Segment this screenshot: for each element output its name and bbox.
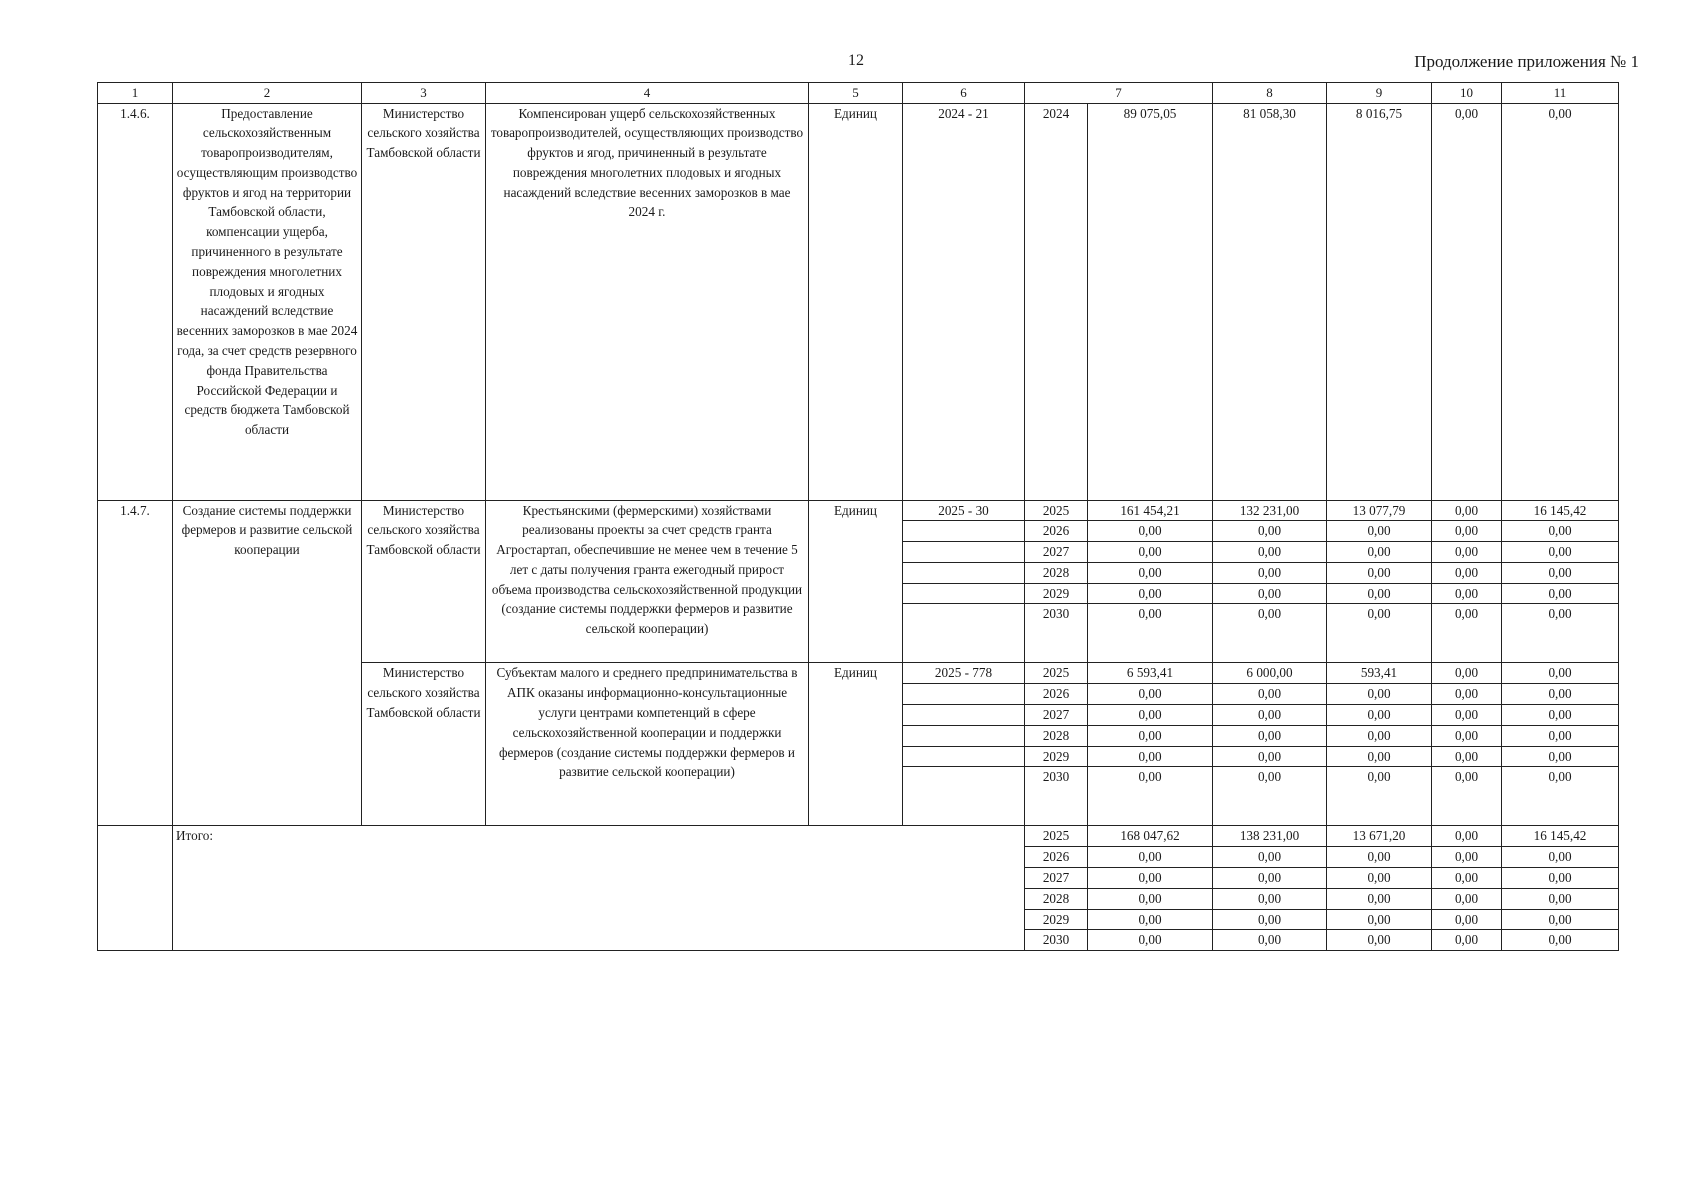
- unit: Единиц: [809, 103, 903, 500]
- value-col-7: 0,00: [1088, 767, 1213, 826]
- value-col-7: 0,00: [1088, 684, 1213, 705]
- value-col-8: 0,00: [1213, 583, 1327, 604]
- value-col-9: 0,00: [1327, 847, 1432, 868]
- year-cell: 2027: [1025, 705, 1088, 726]
- value-col-9: 0,00: [1327, 888, 1432, 909]
- header-col-8: 8: [1213, 83, 1327, 104]
- value-col-10: 0,00: [1432, 684, 1502, 705]
- year-cell: 2029: [1025, 909, 1088, 930]
- year-cell: 2028: [1025, 725, 1088, 746]
- value-col-8: 81 058,30: [1213, 103, 1327, 500]
- value-col-8: 0,00: [1213, 746, 1327, 767]
- value-col-9: 0,00: [1327, 562, 1432, 583]
- value-col-7: 0,00: [1088, 909, 1213, 930]
- year-cell: 2030: [1025, 604, 1088, 663]
- value-col-11: 0,00: [1502, 103, 1619, 500]
- result-description: Компенсирован ущерб сельскохозяйственных товаропроизводителей, осуществляющих производство фруктов и ягод, причиненный в результате повреждения многолетних плодовых и ягодных насаждений вследствие весенних заморозков в мае 2024 г.: [486, 103, 809, 500]
- result-description: Субъектам малого и среднего предпринимательства в АПК оказаны информационно-консультационные услуги центрами компетенций в сфере сельскохозяйственной кооперации и поддержки фермеров (создание системы поддержки фермеров и развитие сельской кооперации): [486, 663, 809, 826]
- year-cell: 2026: [1025, 847, 1088, 868]
- header-col-5: 5: [809, 83, 903, 104]
- value-col-10: 0,00: [1432, 826, 1502, 847]
- value-col-8: 0,00: [1213, 684, 1327, 705]
- value-col-10: 0,00: [1432, 746, 1502, 767]
- value-col-11: 0,00: [1502, 663, 1619, 684]
- target-value: 2025 - 30: [903, 500, 1025, 521]
- header-col-4: 4: [486, 83, 809, 104]
- value-col-9: 0,00: [1327, 583, 1432, 604]
- measure-name: Предоставление сельскохозяйственным товаропроизводителям, осуществляющим производство фруктов и ягод на территории Тамбовской области, компенсации ущерба, причиненного в результате повреждения многолетних плодовых и ягодных насаждений вследствие весенних заморозков в мае 2024 года, за счет средств резервного фонда Правительства Российской Федерации и средств бюджета Тамбовской области: [173, 103, 362, 500]
- value-col-7: 0,00: [1088, 583, 1213, 604]
- table-row-1-4-6: [98, 103, 1619, 500]
- table-row-total-2025: [98, 826, 1619, 847]
- value-col-11: 0,00: [1502, 909, 1619, 930]
- value-col-9: 0,00: [1327, 868, 1432, 889]
- page-number: 12: [848, 52, 864, 69]
- value-col-8: 0,00: [1213, 604, 1327, 663]
- value-col-10: 0,00: [1432, 542, 1502, 563]
- value-col-9: 0,00: [1327, 542, 1432, 563]
- value-col-11: 0,00: [1502, 868, 1619, 889]
- value-col-7: 6 593,41: [1088, 663, 1213, 684]
- value-col-10: 0,00: [1432, 583, 1502, 604]
- total-label: Итого:: [173, 826, 1025, 951]
- target-empty: [903, 705, 1025, 726]
- value-col-11: 16 145,42: [1502, 500, 1619, 521]
- year-cell: 2027: [1025, 868, 1088, 889]
- value-col-10: 0,00: [1432, 604, 1502, 663]
- value-col-9: 0,00: [1327, 725, 1432, 746]
- value-col-9: 0,00: [1327, 684, 1432, 705]
- value-col-8: 0,00: [1213, 909, 1327, 930]
- target-empty: [903, 746, 1025, 767]
- column-number-row: [98, 83, 1619, 104]
- value-col-8: 0,00: [1213, 521, 1327, 542]
- value-col-9: 8 016,75: [1327, 103, 1432, 500]
- year-cell: 2027: [1025, 542, 1088, 563]
- value-col-7: 0,00: [1088, 868, 1213, 889]
- value-col-10: 0,00: [1432, 930, 1502, 951]
- value-col-8: 0,00: [1213, 888, 1327, 909]
- value-col-11: 0,00: [1502, 725, 1619, 746]
- value-col-11: 0,00: [1502, 562, 1619, 583]
- header-col-10: 10: [1432, 83, 1502, 104]
- row-code: 1.4.7.: [98, 500, 173, 826]
- value-col-7: 168 047,62: [1088, 826, 1213, 847]
- value-col-8: 0,00: [1213, 767, 1327, 826]
- target-value: 2025 - 778: [903, 663, 1025, 684]
- value-col-10: 0,00: [1432, 767, 1502, 826]
- value-col-7: 0,00: [1088, 725, 1213, 746]
- value-col-10: 0,00: [1432, 725, 1502, 746]
- value-col-11: 0,00: [1502, 746, 1619, 767]
- value-col-7: 161 454,21: [1088, 500, 1213, 521]
- value-col-9: 13 077,79: [1327, 500, 1432, 521]
- header-col-9: 9: [1327, 83, 1432, 104]
- value-col-7: 0,00: [1088, 542, 1213, 563]
- value-col-8: 0,00: [1213, 847, 1327, 868]
- continuation-title: Продолжение приложения № 1: [1414, 52, 1639, 71]
- year-cell: 2029: [1025, 746, 1088, 767]
- year-cell: 2028: [1025, 562, 1088, 583]
- value-col-10: 0,00: [1432, 847, 1502, 868]
- unit: Единиц: [809, 663, 903, 826]
- year-cell: 2024: [1025, 103, 1088, 500]
- total-code-empty: [98, 826, 173, 951]
- value-col-9: 0,00: [1327, 604, 1432, 663]
- value-col-10: 0,00: [1432, 562, 1502, 583]
- value-col-8: 0,00: [1213, 705, 1327, 726]
- header-col-3: 3: [362, 83, 486, 104]
- header-col-1: 1: [98, 83, 173, 104]
- value-col-8: 6 000,00: [1213, 663, 1327, 684]
- value-col-9: 593,41: [1327, 663, 1432, 684]
- header-col-11: 11: [1502, 83, 1619, 104]
- value-col-11: 0,00: [1502, 542, 1619, 563]
- value-col-7: 0,00: [1088, 705, 1213, 726]
- target-empty: [903, 583, 1025, 604]
- value-col-9: 0,00: [1327, 746, 1432, 767]
- value-col-8: 0,00: [1213, 562, 1327, 583]
- value-col-11: 0,00: [1502, 604, 1619, 663]
- program-table: [97, 82, 1619, 951]
- value-col-9: 13 671,20: [1327, 826, 1432, 847]
- header-col-7: 7: [1025, 83, 1213, 104]
- value-col-7: 0,00: [1088, 562, 1213, 583]
- value-col-11: 0,00: [1502, 521, 1619, 542]
- target-empty: [903, 684, 1025, 705]
- value-col-10: 0,00: [1432, 909, 1502, 930]
- ministry-name: Министерство сельского хозяйства Тамбовской области: [362, 500, 486, 663]
- value-col-10: 0,00: [1432, 500, 1502, 521]
- year-cell: 2026: [1025, 521, 1088, 542]
- value-col-10: 0,00: [1432, 705, 1502, 726]
- value-col-7: 0,00: [1088, 888, 1213, 909]
- year-cell: 2030: [1025, 767, 1088, 826]
- value-col-8: 132 231,00: [1213, 500, 1327, 521]
- year-cell: 2028: [1025, 888, 1088, 909]
- year-cell: 2029: [1025, 583, 1088, 604]
- target-empty: [903, 542, 1025, 563]
- table-row-1-4-7-a-2025: [98, 500, 1619, 521]
- year-cell: 2025: [1025, 663, 1088, 684]
- value-col-9: 0,00: [1327, 521, 1432, 542]
- header-col-6: 6: [903, 83, 1025, 104]
- value-col-10: 0,00: [1432, 521, 1502, 542]
- value-col-11: 0,00: [1502, 767, 1619, 826]
- target-empty: [903, 562, 1025, 583]
- value-col-11: 0,00: [1502, 705, 1619, 726]
- value-col-8: 0,00: [1213, 868, 1327, 889]
- year-cell: 2026: [1025, 684, 1088, 705]
- value-col-10: 0,00: [1432, 663, 1502, 684]
- year-cell: 2025: [1025, 500, 1088, 521]
- ministry-name: Министерство сельского хозяйства Тамбовской области: [362, 103, 486, 500]
- unit: Единиц: [809, 500, 903, 663]
- target-empty: [903, 521, 1025, 542]
- value-col-7: 0,00: [1088, 521, 1213, 542]
- value-col-9: 0,00: [1327, 909, 1432, 930]
- value-col-9: 0,00: [1327, 930, 1432, 951]
- value-col-10: 0,00: [1432, 103, 1502, 500]
- value-col-9: 0,00: [1327, 705, 1432, 726]
- value-col-11: 0,00: [1502, 847, 1619, 868]
- target-empty: [903, 767, 1025, 826]
- value-col-11: 0,00: [1502, 930, 1619, 951]
- value-col-7: 0,00: [1088, 930, 1213, 951]
- value-col-8: 138 231,00: [1213, 826, 1327, 847]
- target-empty: [903, 604, 1025, 663]
- value-col-10: 0,00: [1432, 888, 1502, 909]
- value-col-11: 0,00: [1502, 684, 1619, 705]
- value-col-8: 0,00: [1213, 542, 1327, 563]
- value-col-7: 0,00: [1088, 746, 1213, 767]
- value-col-7: 0,00: [1088, 847, 1213, 868]
- row-code: 1.4.6.: [98, 103, 173, 500]
- measure-name: Создание системы поддержки фермеров и развитие сельской кооперации: [173, 500, 362, 826]
- value-col-11: 0,00: [1502, 888, 1619, 909]
- value-col-11: 16 145,42: [1502, 826, 1619, 847]
- value-col-10: 0,00: [1432, 868, 1502, 889]
- value-col-7: 0,00: [1088, 604, 1213, 663]
- result-description: Крестьянскими (фермерскими) хозяйствами реализованы проекты за счет средств гранта Агростартап, обеспечившие не менее чем в течение 5 лет с даты получения гранта ежегодный прирост объема производства сельскохозяйственной продукции (создание системы поддержки фермеров и развитие сельской кооперации): [486, 500, 809, 663]
- target-value: 2024 - 21: [903, 103, 1025, 500]
- ministry-name: Министерство сельского хозяйства Тамбовской области: [362, 663, 486, 826]
- value-col-11: 0,00: [1502, 583, 1619, 604]
- header-col-2: 2: [173, 83, 362, 104]
- target-empty: [903, 725, 1025, 746]
- year-cell: 2025: [1025, 826, 1088, 847]
- year-cell: 2030: [1025, 930, 1088, 951]
- value-col-8: 0,00: [1213, 725, 1327, 746]
- value-col-8: 0,00: [1213, 930, 1327, 951]
- value-col-7: 89 075,05: [1088, 103, 1213, 500]
- value-col-9: 0,00: [1327, 767, 1432, 826]
